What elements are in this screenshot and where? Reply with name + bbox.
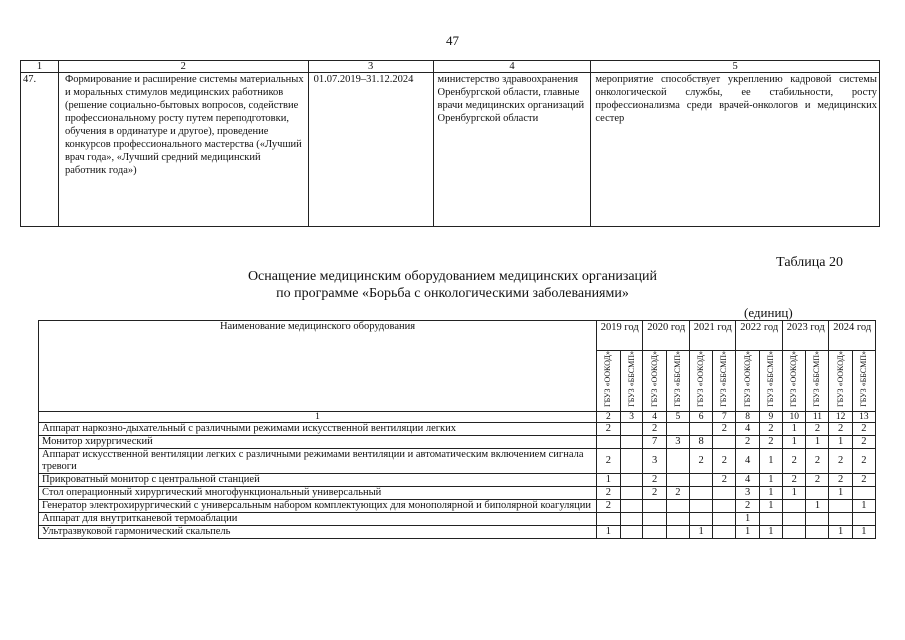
equipment-count — [713, 513, 736, 526]
measures-table — [20, 60, 880, 227]
equipment-count: 2 — [643, 487, 666, 500]
equipment-count — [689, 487, 712, 500]
column-numbers-row — [39, 412, 876, 423]
equipment-count — [620, 526, 643, 539]
equipment-count: 1 — [759, 500, 782, 513]
measure-result: мероприятие способствует укреплению кадровой системы онкологической службы, ее стабильности, росту профессионализма среди врачей-онкологов и медицинских сестер — [591, 73, 880, 227]
equipment-count — [620, 449, 643, 474]
measure-period: 01.07.2019–31.12.2024 — [308, 73, 433, 227]
equipment-count: 1 — [852, 526, 875, 539]
equipment-count: 2 — [597, 500, 621, 513]
equipment-count: 2 — [736, 436, 759, 449]
equipment-count: 2 — [852, 436, 875, 449]
equipment-count — [666, 513, 689, 526]
equipment-count: 1 — [782, 487, 805, 500]
equipment-name: Ультразвуковой гармонический скальпель — [39, 526, 597, 539]
equipment-name: Прикроватный монитор с центральной станцией — [39, 474, 597, 487]
equipment-count — [806, 526, 829, 539]
org-subheader: ГБУЗ «ББСМП» — [806, 351, 829, 412]
equipment-count — [713, 436, 736, 449]
equipment-count: 3 — [666, 436, 689, 449]
equipment-name: Аппарат для внутритканевой термоаблации — [39, 513, 597, 526]
column-number: 7 — [713, 412, 736, 423]
equipment-count: 7 — [643, 436, 666, 449]
equipment-count: 1 — [806, 500, 829, 513]
equipment-count — [782, 513, 805, 526]
equipment-count: 2 — [782, 449, 805, 474]
table-row — [39, 513, 876, 526]
equipment-count: 2 — [597, 423, 621, 436]
equipment-count — [689, 500, 712, 513]
org-subheader: ГБУЗ «ББСМП» — [713, 351, 736, 412]
equipment-count — [829, 500, 852, 513]
equipment-count: 2 — [689, 449, 712, 474]
equipment-count: 2 — [736, 500, 759, 513]
equipment-count: 2 — [713, 449, 736, 474]
equipment-count: 1 — [689, 526, 712, 539]
year-header: 2019 год — [597, 321, 643, 351]
equipment-name: Аппарат наркозно-дыхательный с различными режимами искусственной вентиляции легких — [39, 423, 597, 436]
equipment-count: 2 — [806, 474, 829, 487]
org-subheader: ГБУЗ «ББСМП» — [620, 351, 643, 412]
equipment-count — [620, 500, 643, 513]
org-subheader: ГБУЗ «ООКОД» — [689, 351, 712, 412]
measure-description: Формирование и расширение системы материальных и моральных стимулов медицинских работников (решение социально-бытовых вопросов, содействие профессиональному росту путем переподготовки, обучения в ординатуре и другое), проведение конкурсов профессионального мастерства («Лучший врач года», «Лучший средний медицинский работник года») — [58, 73, 308, 227]
equipment-count — [806, 513, 829, 526]
org-subheader: ГБУЗ «ООКОД» — [782, 351, 805, 412]
equipment-count — [666, 474, 689, 487]
equipment-count: 2 — [713, 474, 736, 487]
equipment-count: 2 — [597, 487, 621, 500]
equipment-name: Стол операционный хирургический многофункциональный универсальный — [39, 487, 597, 500]
equipment-count: 1 — [759, 474, 782, 487]
equipment-count — [689, 513, 712, 526]
column-number: 9 — [759, 412, 782, 423]
table-row — [39, 526, 876, 539]
year-header: 2023 год — [782, 321, 828, 351]
equipment-count — [620, 423, 643, 436]
equipment-count: 1 — [806, 436, 829, 449]
equipment-count: 2 — [759, 436, 782, 449]
equipment-count: 1 — [759, 487, 782, 500]
equipment-count — [689, 423, 712, 436]
equipment-count: 2 — [666, 487, 689, 500]
equipment-count: 1 — [597, 526, 621, 539]
equipment-count: 1 — [736, 526, 759, 539]
measure-responsible: министерство здравоохранения Оренбургской области, главные врачи медицинских организаций Оренбургской области — [433, 73, 591, 227]
equipment-count — [759, 513, 782, 526]
equipment-count: 2 — [852, 474, 875, 487]
equipment-count: 4 — [736, 474, 759, 487]
table-row — [39, 449, 876, 474]
equipment-count: 2 — [643, 474, 666, 487]
equipment-count: 2 — [782, 474, 805, 487]
equipment-count — [597, 436, 621, 449]
equipment-count: 2 — [643, 423, 666, 436]
equipment-count: 2 — [806, 423, 829, 436]
org-subheader: ГБУЗ «ООКОД» — [736, 351, 759, 412]
equipment-table — [38, 320, 876, 539]
equipment-count: 3 — [643, 449, 666, 474]
column-number: 11 — [806, 412, 829, 423]
table-title-line: по программе «Борьба с онкологическими заболеваниями» — [276, 286, 629, 301]
equipment-count — [666, 526, 689, 539]
table-row — [39, 423, 876, 436]
equipment-name-header: Наименование медицинского оборудования — [39, 321, 597, 412]
equipment-count — [620, 487, 643, 500]
column-number: 8 — [736, 412, 759, 423]
org-subheader: ГБУЗ «ББСМП» — [759, 351, 782, 412]
column-number: 6 — [689, 412, 712, 423]
column-number: 3 — [620, 412, 643, 423]
table-title-line: Оснащение медицинским оборудованием медицинских организаций — [247, 269, 658, 284]
equipment-name: Генератор электрохирургический с универсальным набором комплектующих для монополярной и биполярной коагуляции — [39, 500, 597, 513]
column-number: 5 — [666, 412, 689, 423]
equipment-count: 2 — [852, 423, 875, 436]
table-title — [0, 268, 905, 302]
equipment-count — [620, 474, 643, 487]
table-row — [39, 487, 876, 500]
org-subheader: ГБУЗ «ББСМП» — [666, 351, 689, 412]
equipment-count — [620, 436, 643, 449]
equipment-count: 2 — [759, 423, 782, 436]
equipment-count — [852, 487, 875, 500]
measure-row — [21, 73, 880, 227]
equipment-count — [713, 526, 736, 539]
equipment-count: 2 — [829, 474, 852, 487]
column-number: 13 — [852, 412, 875, 423]
equipment-count: 2 — [829, 423, 852, 436]
column-number: 10 — [782, 412, 805, 423]
equipment-count — [806, 487, 829, 500]
equipment-count: 2 — [713, 423, 736, 436]
year-header: 2024 год — [829, 321, 876, 351]
equipment-count: 1 — [759, 449, 782, 474]
equipment-count — [643, 526, 666, 539]
column-number: 2 — [597, 412, 621, 423]
table-row — [39, 474, 876, 487]
org-subheader: ГБУЗ «ООКОД» — [829, 351, 852, 412]
equipment-name: Монитор хирургический — [39, 436, 597, 449]
table-row — [39, 436, 876, 449]
equipment-count: 1 — [759, 526, 782, 539]
equipment-count — [666, 500, 689, 513]
equipment-count — [643, 500, 666, 513]
year-header: 2020 год — [643, 321, 690, 351]
equipment-count — [643, 513, 666, 526]
equipment-count: 1 — [829, 487, 852, 500]
equipment-count — [666, 449, 689, 474]
equipment-count: 1 — [782, 423, 805, 436]
equipment-count: 4 — [736, 423, 759, 436]
column-number: 5 — [591, 61, 880, 73]
equipment-count — [713, 500, 736, 513]
column-number: 4 — [433, 61, 591, 73]
equipment-count — [666, 423, 689, 436]
column-number: 3 — [308, 61, 433, 73]
equipment-count: 1 — [829, 526, 852, 539]
equipment-count: 4 — [736, 449, 759, 474]
year-header: 2021 год — [689, 321, 736, 351]
equipment-count: 2 — [852, 449, 875, 474]
equipment-count: 1 — [829, 436, 852, 449]
page-number: 47 — [446, 33, 459, 48]
column-number: 12 — [829, 412, 852, 423]
equipment-count — [829, 513, 852, 526]
measures-header-row — [21, 61, 880, 73]
equipment-count: 1 — [852, 500, 875, 513]
table-row — [39, 500, 876, 513]
equipment-count: 8 — [689, 436, 712, 449]
equipment-count — [852, 513, 875, 526]
equipment-count — [620, 513, 643, 526]
equipment-count: 1 — [782, 436, 805, 449]
column-number: 1 — [39, 412, 597, 423]
equipment-name: Аппарат искусственной вентиляции легких с различными режимами вентиляции и автоматическим включением сигнала тревоги — [39, 449, 597, 474]
org-subheader: ГБУЗ «ООКОД» — [643, 351, 666, 412]
equipment-count: 2 — [829, 449, 852, 474]
equipment-count: 1 — [597, 474, 621, 487]
equipment-count — [689, 474, 712, 487]
equipment-count — [597, 513, 621, 526]
equipment-count — [713, 487, 736, 500]
org-subheader: ГБУЗ «ООКОД» — [597, 351, 621, 412]
measure-number: 47. — [21, 73, 59, 227]
units-label: (единиц) — [744, 305, 793, 320]
equipment-count — [782, 500, 805, 513]
year-header: 2022 год — [736, 321, 783, 351]
equipment-count: 2 — [806, 449, 829, 474]
equipment-count: 3 — [736, 487, 759, 500]
column-number: 4 — [643, 412, 666, 423]
org-subheader: ГБУЗ «ББСМП» — [852, 351, 875, 412]
table-label: Таблица 20 — [776, 255, 843, 270]
column-number: 2 — [58, 61, 308, 73]
equipment-count: 1 — [736, 513, 759, 526]
column-number: 1 — [21, 61, 59, 73]
equipment-count: 2 — [597, 449, 621, 474]
equipment-count — [782, 526, 805, 539]
